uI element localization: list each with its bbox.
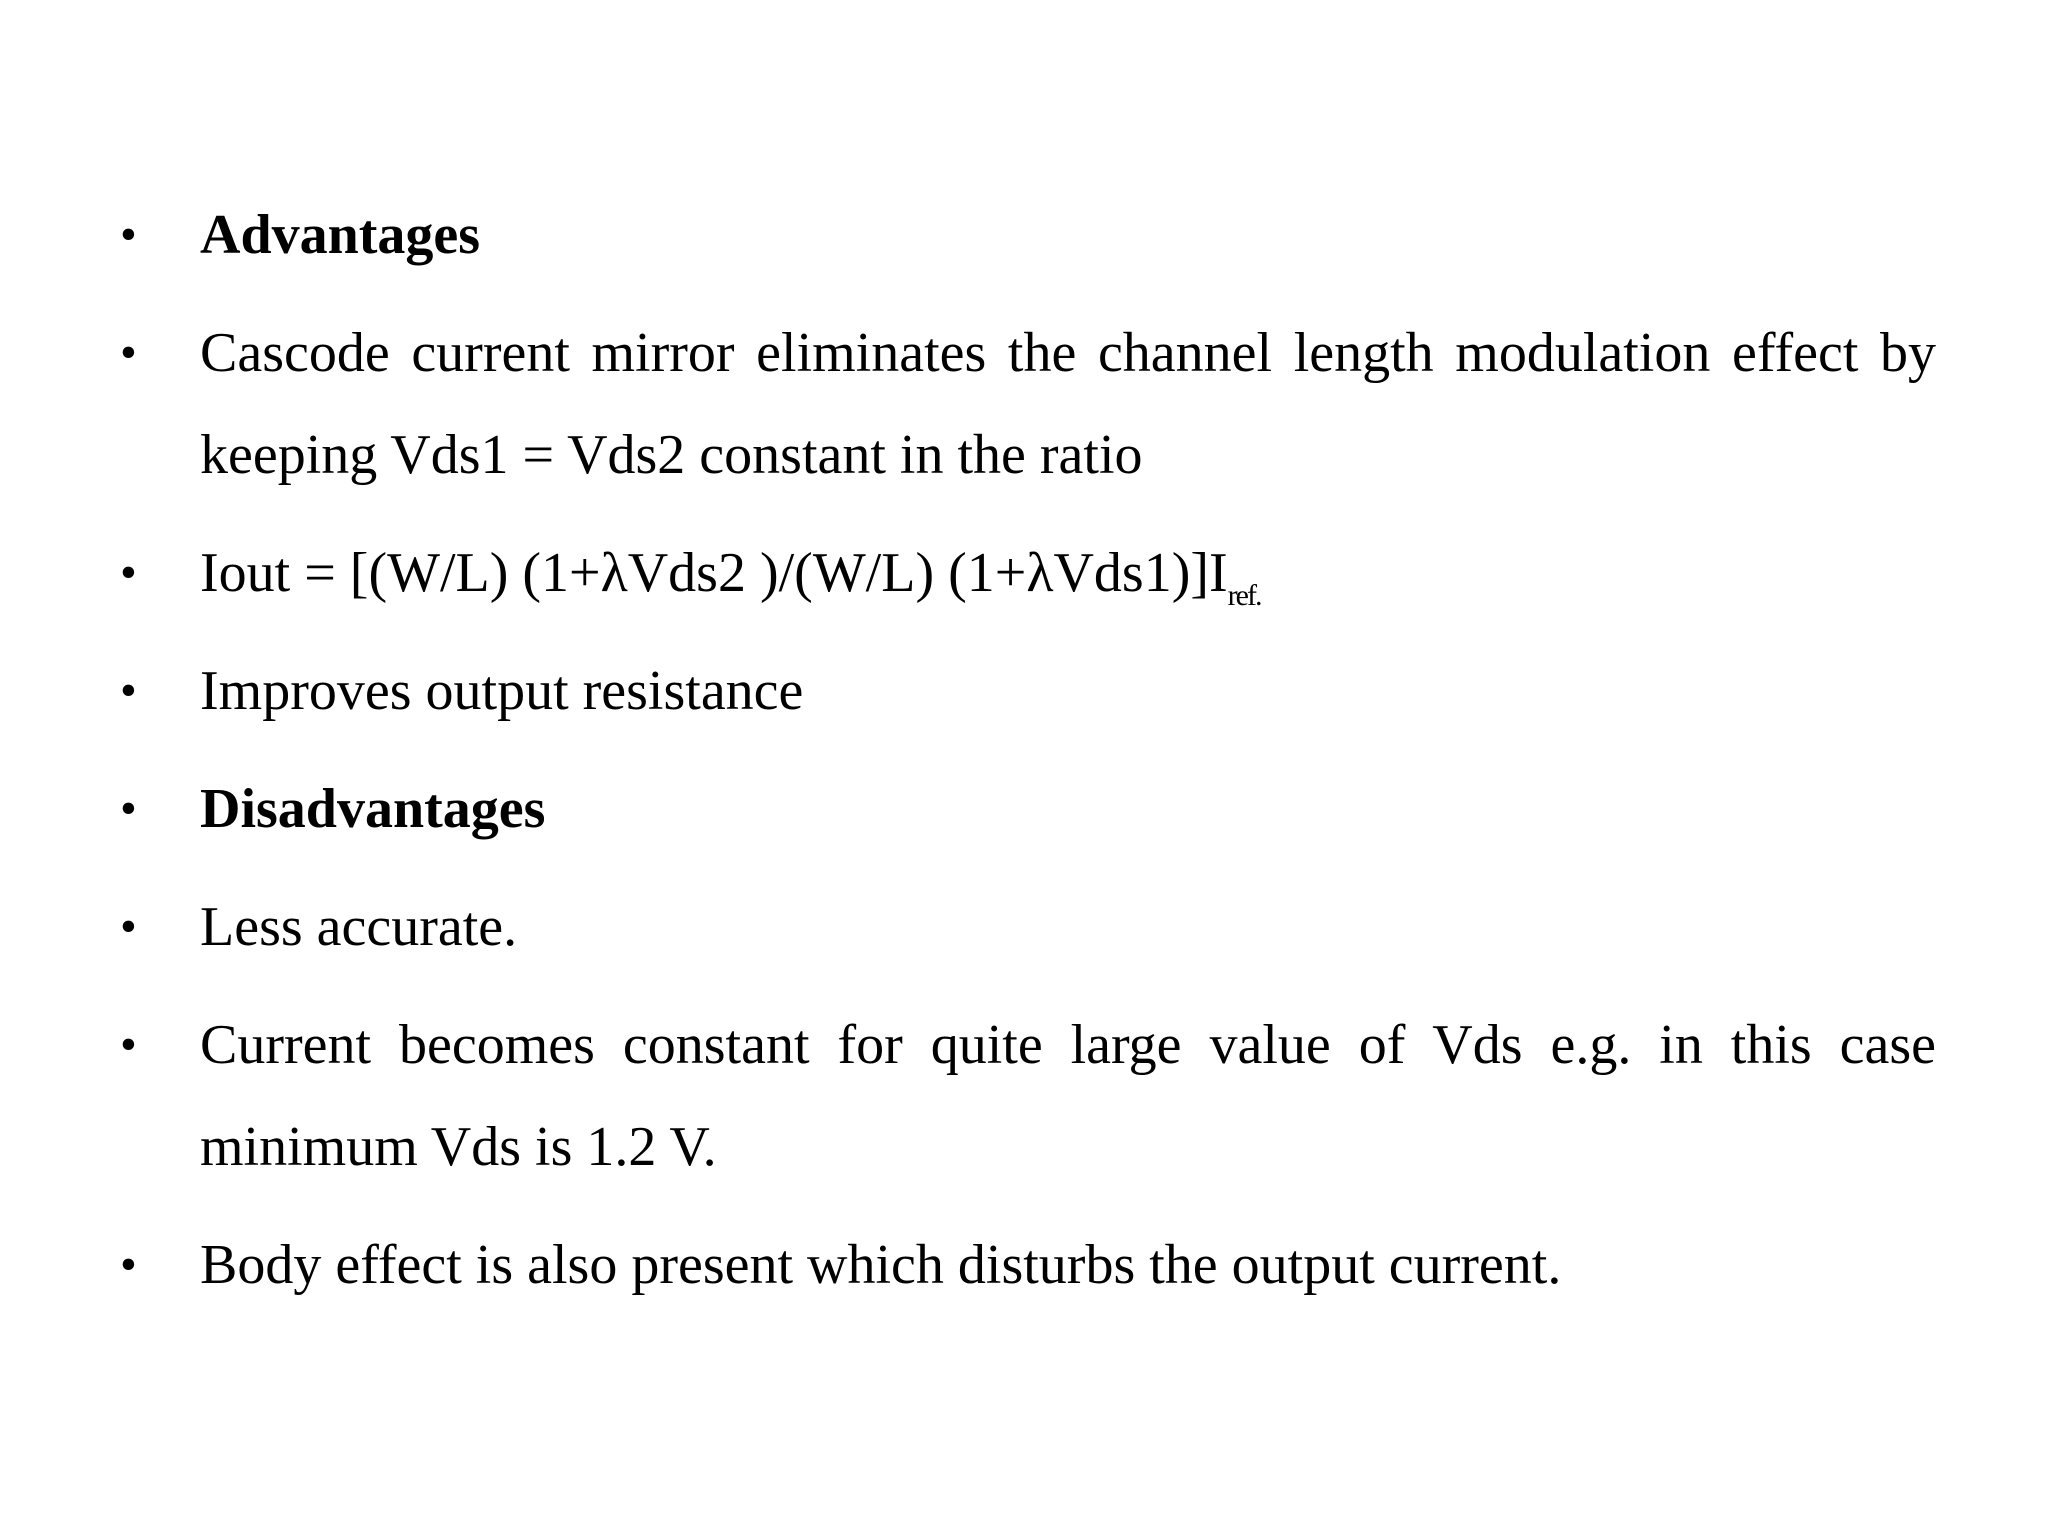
bullet-icon: • (120, 1018, 137, 1071)
bullet-icon: • (120, 546, 137, 599)
bullet-icon: • (120, 900, 137, 953)
bullet-text: Less accurate. (200, 896, 518, 958)
bullet-item-output-resistance (120, 640, 1936, 742)
formula-text (200, 522, 1936, 624)
bullet-item-cascode (120, 302, 1936, 506)
bullet-icon: • (120, 1238, 137, 1291)
bullet-text: Current becomes constant for quite large value of Vds e.g. in this case minimum Vds is 1.2 V. (200, 1014, 1936, 1178)
bullet-item-disadvantages-heading (120, 758, 1936, 860)
bullet-item-advantages-heading (120, 184, 1936, 286)
bullet-item-current-constant (120, 994, 1936, 1198)
formula-main: Iout = [(W/L) (1+λVds2 )/(W/L) (1+λVds1)]I (200, 542, 1228, 604)
bullet-icon: • (120, 208, 137, 261)
formula-subscript: ref. (1227, 579, 1261, 612)
bullet-list (120, 184, 1936, 1332)
bullet-text: Disadvantages (200, 778, 546, 840)
bullet-item-less-accurate (120, 876, 1936, 978)
bullet-item-iout-formula (120, 522, 1936, 624)
bullet-text: Improves output resistance (200, 660, 804, 722)
bullet-icon: • (120, 782, 137, 835)
bullet-item-body-effect (120, 1214, 1936, 1316)
bullet-text: Body effect is also present which disturbs the output current. (200, 1234, 1562, 1296)
bullet-text: Advantages (200, 204, 481, 266)
bullet-icon: • (120, 664, 137, 717)
bullet-icon: • (120, 326, 137, 379)
bullet-text: Cascode current mirror eliminates the channel length modulation effect by keeping Vds1 = Vds2 constant in the ratio (200, 322, 1936, 486)
